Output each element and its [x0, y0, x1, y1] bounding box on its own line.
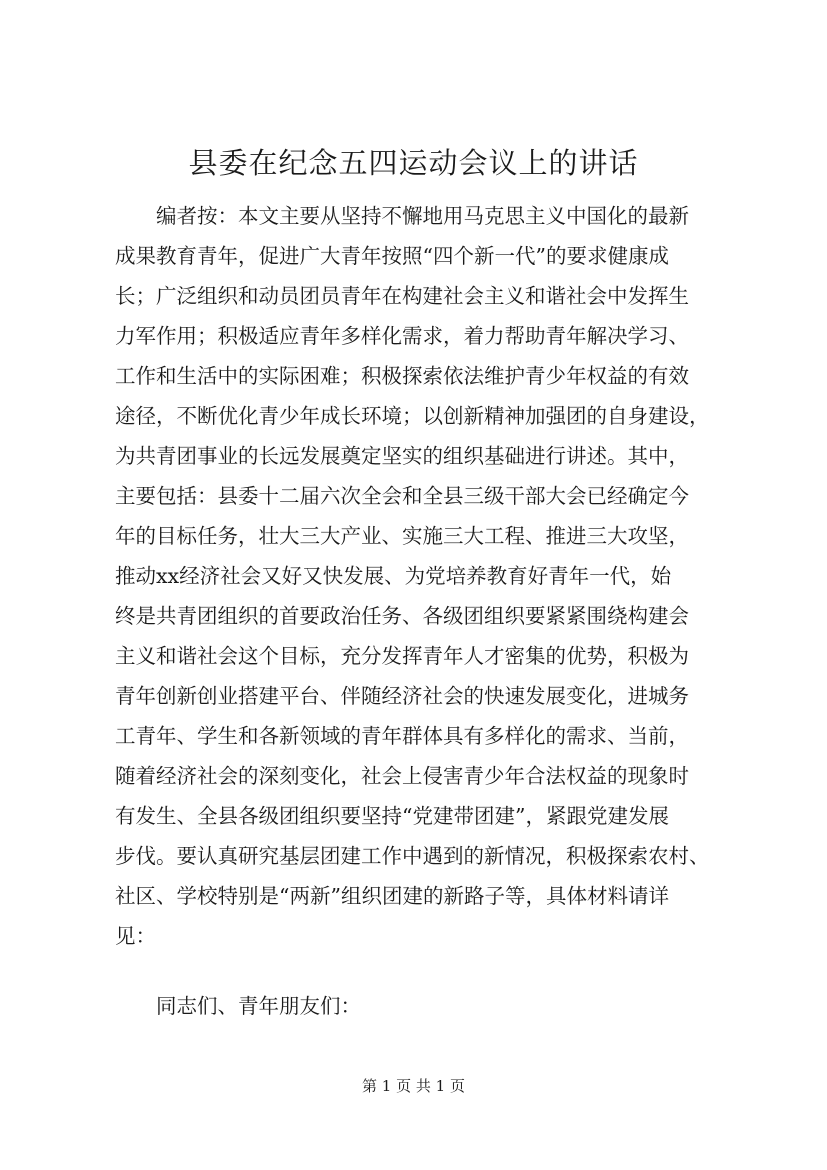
- editor-note-line: 见：: [115, 924, 156, 948]
- document-title: 县委在纪念五四运动会议上的讲话: [188, 146, 639, 180]
- editor-note-line: 有发生、全县各级团组织要坚持“党建带团建”，紧跟党建发展: [115, 804, 669, 828]
- editor-note-line: 途径，不断优化青少年成长环境；以创新精神加强团的自身建设，: [115, 404, 710, 428]
- editor-note-line: 终是共青团组织的首要政治任务、各级团组织要紧紧围绕构建会: [115, 604, 689, 628]
- editor-note-line: 长；广泛组织和动员团员青年在构建社会主义和谐社会中发挥生: [115, 284, 689, 308]
- editor-note-line: 工作和生活中的实际困难；积极探索依法维护青少年权益的有效: [115, 364, 689, 388]
- editor-note-line: 成果教育青年，促进广大青年按照“四个新一代”的要求健康成: [115, 244, 669, 268]
- editor-note-line: 年的目标任务，壮大三大产业、实施三大工程、推进三大攻坚，: [115, 524, 689, 548]
- editor-note-line: 推动xx经济社会又好又快发展、为党培养教育好青年一代，始: [115, 564, 672, 588]
- editor-note-line: 编者按：本文主要从坚持不懈地用马克思主义中国化的最新: [156, 204, 689, 228]
- editor-note-line: 步伐。要认真研究基层团建工作中遇到的新情况，积极探索农村、: [115, 844, 710, 868]
- editor-note-line: 为共青团事业的长远发展奠定坚实的组织基础进行讲述。其中，: [115, 444, 689, 468]
- editor-note-line: 工青年、学生和各新领域的青年群体具有多样化的需求、当前，: [115, 724, 689, 748]
- greeting: 同志们、青年朋友们：: [156, 994, 361, 1018]
- editor-note-line: 主义和谐社会这个目标，充分发挥青年人才密集的优势，积极为: [115, 644, 689, 668]
- editor-note-line: 青年创新创业搭建平台、伴随经济社会的快速发展变化，进城务: [115, 684, 689, 708]
- page-footer: 第 1 页 共 1 页: [362, 1077, 465, 1095]
- editor-note: [115, 196, 735, 956]
- editor-note-line: 社区、学校特别是“两新”组织团建的新路子等，具体材料请详: [115, 884, 669, 908]
- editor-note-line: 主要包括：县委十二届六次全会和全县三级干部大会已经确定今: [115, 484, 689, 508]
- editor-note-line: 力军作用；积极适应青年多样化需求，着力帮助青年解决学习、: [115, 324, 689, 348]
- editor-note-line: 随着经济社会的深刻变化，社会上侵害青少年合法权益的现象时: [115, 764, 689, 788]
